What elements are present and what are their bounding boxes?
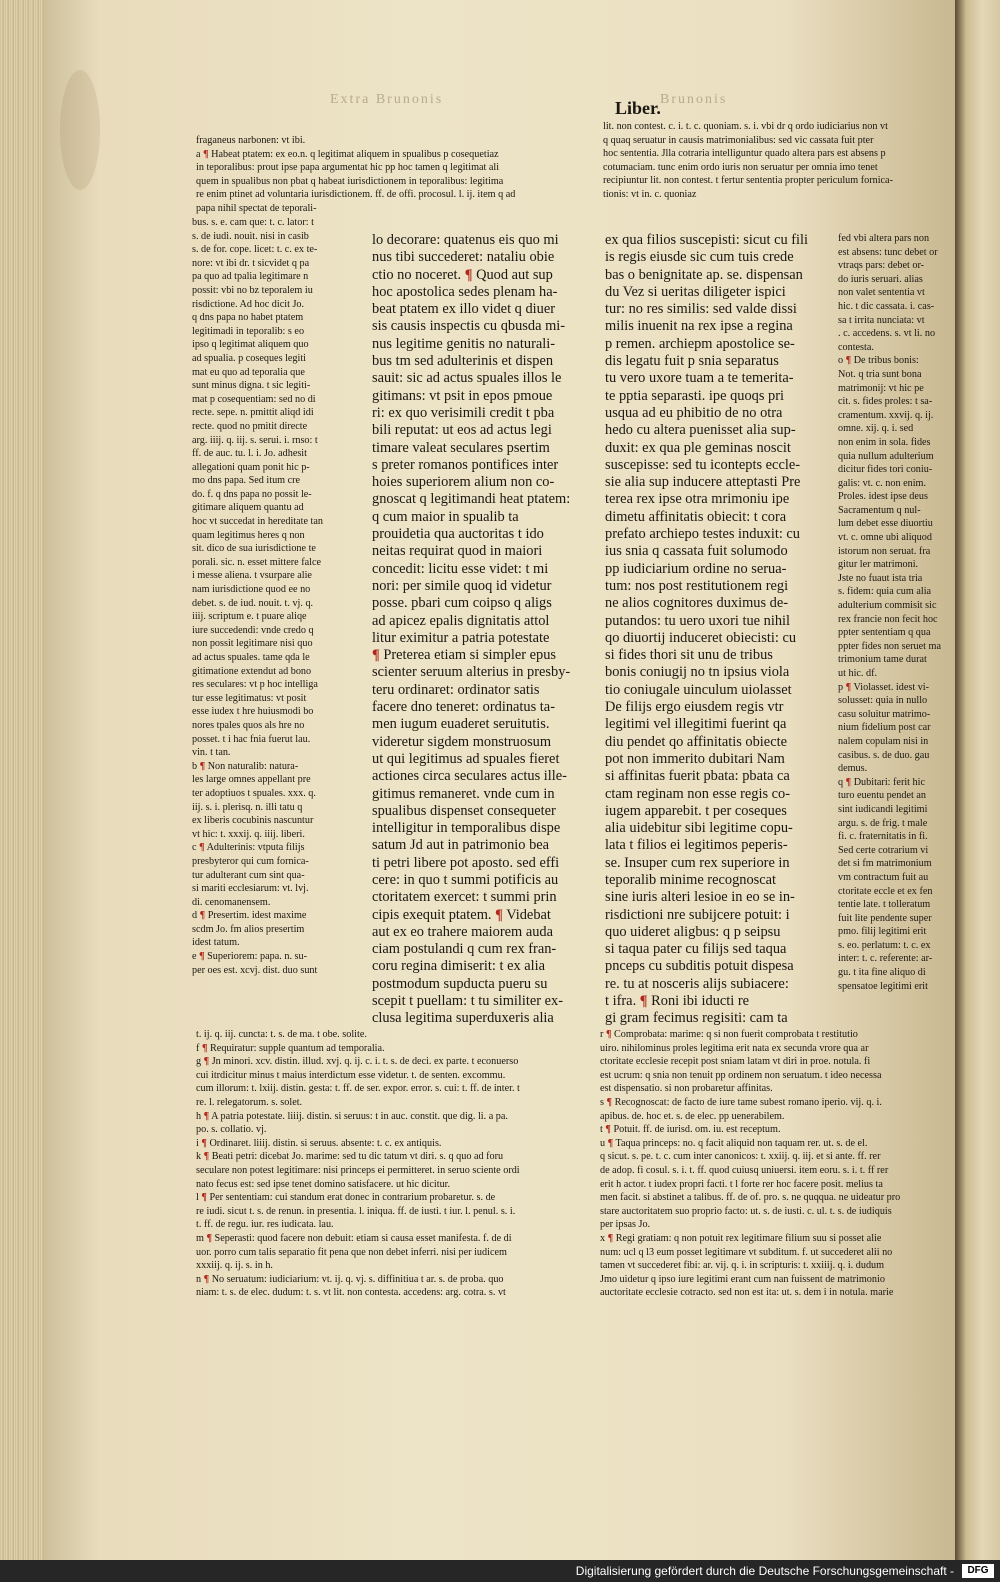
gloss-line: s. fidem: quia cum alia [838,586,932,598]
gloss-line: Not. q tria sunt bona [838,368,922,380]
gloss-line: apibus. de. hoc et. s. de elec. pp uenerabilem. [600,1110,785,1122]
gloss-line: q dns papa no habet ptatem [192,312,304,324]
text-line: bus tm sed adulterinis et dispen [372,353,554,370]
text-line: q cum maior in spualib ta [372,508,519,525]
gloss-line: sa t irrita nunciata: vt [838,314,925,326]
text-line: bas o benignitate ap. se. dispensan [605,266,803,283]
gloss-line: iure succedendi: vnde credo q [192,624,314,636]
text-line: coru regina dimiserit: t ex alia [372,958,546,975]
text-line: posse. pbari cum coipso q aligs [372,595,552,612]
text-line: si affinitas fuerit pbata: pbata ca [605,768,790,785]
gloss-line: nores tpales quos als hre no [192,719,305,731]
gloss-top [196,134,604,216]
gloss-line: nore: vt ibi dr. t sicvidet q pa [192,257,310,269]
gloss-line: rex francie non fecit hoc [838,613,938,625]
text-line: ri: ex quo verisimili credit t pba [372,404,555,421]
gloss-line: fed vbi altera pars non [838,233,930,244]
gloss-line: in teporalibus: prout ipse papa argumentat hic pp hoc tamen q legitimat ali [196,162,500,174]
paragraph-mark: ¶ [199,951,205,963]
gloss-line: les large omnes appellant pre [192,774,311,786]
text-line: satum Jd aut in patrimonio bea [372,837,550,854]
gloss-line: m ¶ Seperasti: quod facere non debuit: etiam si causa esset manifesta. f. de di [196,1232,512,1244]
gloss-line: ff. de auc. tu. l. i. Jo. adhesit [192,448,307,460]
gloss-line: Jste no fuaut ista tria [838,572,923,584]
gloss-line: t. ff. de regu. iur. res iudicata. lau. [196,1219,334,1231]
text-line: gitimans: vt psit in epos pmoue [372,387,553,404]
gloss-line: arg. iiij. q. iij. s. serui. i. rnso: t [192,434,318,446]
text-line: De filijs ergo eiusdem regis vtr [605,699,784,716]
text-line: nus tibi succederet: nataliu obie [372,249,555,266]
gloss-line: per ipsas Jo. [600,1219,651,1231]
text-line: qo diuortij induceret obiecisti: cu [605,629,797,646]
faint-header-right: Brunonis [660,92,728,107]
gloss-line: fuit lite pendente super [838,912,932,924]
text-line: teporalib minime recognoscat [605,871,777,888]
gloss-line: ex liberis cocubinis nascuntur [192,815,314,827]
gloss-line: non valet sententia vt [838,287,925,299]
text-line: ad apicez epalis dignitatis attol [372,612,550,629]
gloss-line: risdictione. Ad hoc dicit Jo. [192,298,305,310]
gloss-line: a ¶ Habeat ptatem: ex eo.n. q legitimat aliquem in spualibus p cosequetiaz [196,148,499,160]
gloss-line: recipiuntur lit. non contest. t fertur sententia propter periculum fornica- [603,175,893,187]
gloss-bottom-left [196,1028,586,1300]
gloss-line: bus. s. e. cam que: t. c. lator: t [192,217,314,228]
gloss-line: e ¶ Superiorem: papa. n. su- [192,951,308,963]
paragraph-mark: ¶ [607,1137,614,1149]
gloss-line: niam: t. s. de elec. dudum: t. s. vt lit. non contesta. accedens: arg. cotra. s. vt [196,1287,506,1299]
text-line: t ifra. ¶ Roni ibi iducti re [605,993,750,1010]
text-line: milis inuenit na rex ipse a regina [605,318,793,335]
text-line: pot non immerito dubitari Nam [605,750,785,767]
gloss-line: omne. xij. q. i. sed [838,423,914,435]
text-line: te pptia separasti. ipe quoqs pri [605,387,785,404]
gloss-line: istorum non seruat. fra [838,545,931,557]
text-line: pp iudiciarium ordine no serua- [605,560,787,577]
footer-text: Digitalisierung gefördert durch die Deutsche Forschungsgemeinschaft - [575,1564,954,1578]
gloss-line: vtraqs pars: debet or- [838,260,925,272]
text-line: ut qui legitimus ad spuales fieret [372,750,560,767]
gloss-line: n ¶ No seruatum: iudiciarium: vt. ij. q. vj. s. diffinitiua t ar. s. de proba. quo [196,1273,504,1285]
gloss-line: est ucrum: q snia non tenuit pp ordinem non seruatum. t ideo necessa [600,1069,882,1081]
text-line: tur: no res similis: sed valde dissi [605,301,797,318]
paragraph-mark: ¶ [203,1110,210,1122]
text-line: legitimi vel illegitimi fuerint qa [605,716,787,733]
gloss-line: do iuris seruari. alias [838,273,923,285]
gloss-line: scdm Jo. fm alios presertim [192,923,305,935]
gloss-line: q quaq seruatur in causis matrimonialibus: sed vic cassata fuit pter [603,134,874,146]
text-line: ctoritatem exercet: t summi prin [372,889,557,906]
paragraph-mark: ¶ [203,1151,210,1163]
text-line: bili reputat: ut eos ad actus legi [372,422,552,439]
gloss-line: vt. c. omne ubi aliquod [838,532,932,544]
text-line: sie alia sup inducere atteptasti Pre [605,474,801,491]
gloss-line: quem in spualibus non pbat q habeat iurisdictionem in teporalibus: legitima [196,175,504,187]
text-line: prouidetia qua auctoritas t ido [372,526,544,543]
gloss-line: fi. c. fraternitatis in fi. [838,831,928,843]
gloss-line: xxxiij. q. ij. s. in h. [196,1260,273,1272]
gloss-line: possit: vbi no bz teporalem iu [192,284,313,296]
text-line: tu vero uxore tuam a te temerita- [605,370,794,387]
gloss-line: k ¶ Beati petri: dicebat Jo. marime: sed tu dic tatum vt diri. s. q quo ad foru [196,1151,504,1163]
gloss-line: x ¶ Regi gratiam: q non potuit rex legitimare filium suu si posset alie [600,1232,882,1244]
paragraph-mark: ¶ [607,1232,614,1244]
text-line: se. Insuper cum rex superiore in [605,854,790,871]
gloss-line: sunt minus digna. t sic legiti- [192,380,311,392]
text-line: ¶ Preterea etiam si simpler epus [372,647,557,664]
paragraph-mark: ¶ [201,1042,208,1054]
paragraph-mark: ¶ [845,776,852,788]
gloss-line: re. l. relegatorum. s. solet. [196,1096,303,1108]
text-line: cipis exequit ptatem. ¶ Videbat [372,906,551,923]
text-line: dis legatu fuit p snia separatus [605,353,779,370]
gloss-line: debet. s. de iud. nouit. t. vj. q. [192,597,314,609]
gloss-line: vin. t tan. [192,747,231,759]
paragraph-mark: ¶ [845,355,852,367]
paragraph-mark: ¶ [201,1192,207,1204]
text-line: concedit: licitu esse videt: t mi [372,560,549,577]
text-line: ti petri libere pot aposto. sed effi [372,854,560,871]
text-line: ex qua filios suscepisti: sicut cu fili [605,232,809,248]
text-line: scienter seruum alterius in presby- [372,664,571,681]
gloss-line: tur adulterant cum sint qua- [192,869,305,881]
gloss-line: gitimatione extendut ad bono [192,665,312,677]
gloss-line: ad actus spuales. tame qda le [192,652,310,663]
gloss-line: iiij. scriptum e. t puare aliqe [192,611,307,623]
gloss-line: allegationi quam ponit hic p- [192,461,310,473]
gloss-line: seculare non potest legitimare: nisi princeps ei permitteret. in seruo sciente ordi [196,1164,520,1176]
gloss-line: q sicut. s. pe. t. c. cum inter canonicos: t. xxiij. q. iij. et si ante. ff. rer [600,1151,881,1163]
paragraph-mark: ¶ [464,266,473,283]
gloss-line: auctoritate ecclesie cotracto. sed non est ita: ut. s. dem i in notula. marie [600,1287,894,1299]
gloss-line: inter: t. c. referente: ar- [838,953,933,965]
gloss-line: pa quo ad tpalia legitimare n [192,271,309,283]
gloss-line: matrimonij: vt hic pe [838,382,924,394]
gloss-line: casibus. s. de duo. gau [838,749,930,761]
gloss-line: iij. s. i. plerisq. n. illi tatu q [192,801,303,813]
paragraph-mark: ¶ [206,1232,212,1244]
text-line: scepit t puellam: t tu similiter ex- [372,993,564,1010]
gloss-line: uiro. nihilominus proles legitima erit nata ex secunda vrore qua ar [600,1042,869,1054]
faint-header-left: Extra Brunonis [330,92,444,107]
paragraph-mark: ¶ [203,148,209,160]
gloss-line: ad spualia. p coseques legiti [192,352,307,364]
gloss-line: f ¶ Requiratur: supple quantum ad temporalia. [196,1042,385,1054]
text-line: ctam reginam non esse regis co- [605,785,791,802]
gloss-line: est dispensatio. si non probaretur affinitas. [600,1083,773,1095]
gloss-line: erit h actor. t iudex propri facti. t l forte rer hoc facere posit. melius ta [600,1178,883,1190]
paragraph-mark: ¶ [639,993,648,1010]
gloss-line: do. f. q dns papa no possit le- [192,488,312,500]
gloss-line: recte. sepe. n. pmittit aliqd idi [192,407,314,419]
text-line: actiones circa seculares actus ille- [372,768,567,785]
footer-bar [0,1560,1000,1582]
text-line: tio coniugale uinculum uiolasset [605,681,792,698]
text-line: intelligitur in temporalibus dispe [372,820,561,837]
gloss-right [838,232,948,993]
paragraph-mark: ¶ [606,1096,613,1108]
text-line: hoies superiorem alium non co- [372,474,555,491]
gloss-line: gu. t ita fine aliquo di [838,967,926,979]
text-line: facere dno teneret: ordinatus ta- [372,699,555,716]
gloss-line: de adop. fi cosul. s. i. t. ff. quod cuiusq uniuersi. item eoru. s. i. t. ff rer [600,1164,889,1176]
gloss-line: cum illorum: t. lxiij. distin. gesta: t. ff. de ser. expor. error. s. cui: t. ff. de inter. t [196,1083,520,1095]
text-line: p remen. archiepm apostolice se- [605,335,795,352]
text-line: du Vez si ueritas diligeter ispici [605,283,786,300]
text-line: cere: in quo t summi potificis au [372,871,559,888]
text-line: putandos: tu uero uxori tue nihil [605,612,791,629]
text-line: lata t filios ei legitimos peperis- [605,837,788,854]
gloss-line: si mariti ecclesiarum: vt. lvj. [192,883,309,895]
gloss-line: vt hic: t. xxxij. q. iiij. liberi. [192,828,305,840]
paragraph-mark: ¶ [203,1056,210,1068]
text-line: quo uideret aligbus: q p seipsu [605,923,781,940]
gloss-line: gitimare aliquem quantu ad [192,502,304,514]
text-line: nus legitime genitis no naturali- [372,335,556,352]
text-line: iugem apparebit. t per coseques [605,802,787,819]
gloss-line: sit. dico de sua iurisdictione te [192,543,316,555]
text-line: spualibus dispenset consequeter [372,802,556,819]
gloss-line: papa nihil spectat de teporali- [196,202,317,214]
gloss-line: Jmo uidetur q ipso iure legitimi erant cum nan fuissent de matrimonio [600,1273,885,1285]
text-line: men iugum euaderet seruitutis. [372,716,550,733]
gloss-line: q ¶ Dubitari: ferit hic [838,776,925,788]
gloss-line: cramentum. xxvij. q. ij. [838,409,934,421]
gloss-line: d ¶ Presertim. idest maxime [192,910,307,922]
gloss-line: o ¶ De tribus bonis: [838,355,919,367]
paragraph-mark: ¶ [199,760,206,772]
gloss-line: c ¶ Adulterinis: vtputa filijs [192,842,305,854]
gloss-line: hoc vt succedat in hereditate tan [192,516,323,528]
paragraph-mark: ¶ [199,910,206,922]
gloss-line: nato fecus est: sed ipse tenet domino satisfacere. ut hic dicitur. [196,1178,451,1190]
text-line: diu pendet qo affinitatis obiecte [605,733,787,750]
gloss-line: esse iudex t hre huiusmodi bo [192,706,314,718]
gloss-line: non possit legitimare nisi quo [192,638,313,650]
gloss-line: i ¶ Ordinaret. liiij. distin. si seruus. absente: t. c. ex antiquis. [196,1137,442,1149]
gloss-line: Sacramentum q nul- [838,504,921,516]
text-line: duxit: ex qua ple geminas noscit [605,439,791,456]
text-line: dimetu affinitatis obiecit: t cora [605,508,787,525]
gloss-line: lum debet esse diuortiu [838,518,933,530]
paragraph-mark: ¶ [199,842,205,854]
gloss-line: tentie late. t tolleratum [838,899,931,911]
gloss-line: cui itrdicitur minus t maius interdictum esse videtur. t. de senten. excommu. [196,1069,506,1081]
main-text-column-a [372,232,594,1028]
gloss-line: re iudi. sicut t. s. de renun. in presentia. l. iniqua. ff. de iusti. t iur. l. penul. s. i. [196,1205,516,1217]
text-line: pnceps cu subditis potuit dispesa [605,958,794,975]
gloss-line: ppter sententiam q qua [838,627,931,639]
gloss-line: t. ij. q. iij. cuncta: t. s. de ma. t obe. solite. [196,1029,367,1040]
gloss-line: s. eo. perlatum: t. c. ex [838,939,931,951]
gloss-line: casu soluitur matrimo- [838,708,931,720]
text-line: gi gram fecimus regisiti: cam ta [605,1010,788,1027]
gloss-line: fraganeus narbonen: vt ibi. [196,135,306,146]
gloss-line: di. cenomanensem. [192,896,271,908]
gloss-line: quia nullum adulterium [838,450,934,462]
gloss-line: s. de for. cope. licet: t. c. ex te- [192,244,318,256]
gloss-line: ter adoptiuos t spuales. xxx. q. [192,787,316,799]
gloss-line: demus. [838,763,868,775]
gloss-line: Proles. idest ipse deus [838,491,928,503]
right-page-edge [955,0,1000,1560]
gloss-line: sint iudicandi legitimi [838,803,928,815]
text-line: hoc apostolica sedes plenam ha- [372,283,558,300]
gloss-line: num: ucl q l3 eum posset legitimare vt subditum. f. ut succederet alii no [600,1246,893,1258]
text-line: teru ordinaret: ordinator satis [372,681,540,698]
gloss-line: mat p cosequentiam: sed no di [192,393,316,405]
gloss-line: legitimadi in teporalib: s eo [192,325,305,337]
text-line: hedo cu altera puenisset alia sup- [605,422,796,439]
gloss-line: r ¶ Comprobata: marime: q si non fuerit comprobata t restitutio [600,1029,858,1040]
gloss-line: dicitur fides tori coniu- [838,464,933,476]
text-line: ciam postulandi q cum rex fran- [372,941,557,958]
text-line: s preter romanos pontifices inter [372,456,559,473]
gloss-line: u ¶ Taqua princeps: no. q facit aliquid non taquam rer. ut. s. de el. [600,1137,868,1149]
gloss-line: galis: vt. c. non enim. [838,477,926,489]
text-line: usqua ad eu phibitio de no otra [605,404,783,421]
text-line: si taqua pater cu filijs sed taqua [605,941,787,958]
page-stain [60,70,100,190]
gloss-line: res seculares: vt p hoc intelliga [192,679,318,691]
text-line: postmodum supducta pueru su [372,975,548,992]
gloss-line: nam iurisdictione quod ee no [192,584,311,596]
gloss-line: ipso q legitimat aliquem quo [192,339,309,351]
gloss-line: tur esse legitimatus: vt posit [192,692,307,704]
gloss-line: stare auctoritatem suo proprio facto: ut. s. de iusti. c. ul. t. s. de iudiquis [600,1205,892,1217]
text-line: re. tu at nosceris alijs subiacere: [605,975,789,992]
text-line: ne alios cognitores duximus de- [605,595,789,612]
paragraph-mark: ¶ [605,1124,611,1136]
gloss-line: pmo. filij legitimi erit [838,926,927,938]
text-line: sis causis inspectis cu qbusda mi- [372,318,566,335]
text-line: lo decorare: quatenus eis quo mi [372,232,559,248]
paragraph-mark: ¶ [372,647,380,664]
text-line: gnoscat q legitimandi heat ptatem: [372,491,571,508]
gloss-line: cit. s. fides proles: t sa- [838,396,933,408]
text-line: videretur sigdem monstruosum [372,733,552,750]
gloss-line: ut hic. df. [838,668,878,679]
main-text-column-b [605,232,827,1028]
text-line: nori: per simile quoq id videtur [372,577,552,594]
gloss-line: po. s. collatio. vj. [196,1124,267,1136]
gloss-line: vm contractum fuit au [838,871,929,883]
gloss-line: Sed certe cotrarium vi [838,844,929,856]
gloss-line: trimonium tame durat [838,654,927,666]
text-line: ius snia q cassata fuit solumodo [605,543,788,560]
gloss-line: lit. non contest. c. i. t. c. quoniam. s. i. vbi dr q ordo iudiciarius non vt [603,121,888,132]
gloss-line: ctoritate ecclesie recepit post sniam latam vt diri in proe. notula. fi [600,1056,871,1068]
text-line: sauit: sic ad actus spuales illos le [372,370,562,387]
gloss-line: hoc sententia. Jlla cotraria intelliguntur quado altera pars est absens p [603,148,886,160]
gloss-line: nium fidelium post car [838,722,931,734]
paragraph-mark: ¶ [845,681,852,693]
gloss-right-top [603,120,943,202]
paragraph-mark: ¶ [605,1029,612,1040]
gloss-line: recte. quod no pmitit directe [192,420,308,432]
text-line: ctio no noceret. ¶ Quod aut sup [372,266,553,283]
gloss-line: porali. sic. n. esset mittere falce [192,556,321,568]
gloss-line: nalem copulam nisi in [838,735,929,747]
text-line: clusa legitima superduxeris alia [372,1010,554,1027]
gloss-left [192,216,344,977]
gloss-line: re enim ptinet ad voluntaria iurisdictionem. ff. de offi. procosul. l. ij. item q ad [196,189,516,201]
gloss-line: ctoritate eccle et ex fen [838,885,933,897]
gloss-line: mat eu quo ad teporalia que [192,366,305,378]
gloss-line: s ¶ Recognoscat: de facto de iure tame subest romano iperio. vij. q. i. [600,1096,882,1108]
text-line: litur eximitur a patria potestate [372,629,550,646]
gloss-line: per oes est. xcvj. dist. duo sunt [192,964,318,976]
text-line: alia uidebitur sibi legitime copu- [605,820,793,837]
gloss-line: mo dns papa. Sed itum cre [192,475,301,487]
gloss-line: spensatoe legitimi erit [838,980,928,992]
text-line: gitimus remaneret. vnde cum in [372,785,555,802]
paragraph-mark: ¶ [203,1273,210,1285]
gloss-line: l ¶ Per sententiam: cui standum erat donec in contrarium probaretur. s. de [196,1192,496,1204]
gloss-line: adulterium commisit sic [838,600,937,612]
gloss-line: gitur ler matrimoni. [838,559,919,571]
text-line: prefato archiepo testes induxit: cu [605,526,801,543]
gloss-line: tamen vt succederet fibi: ar. vij. q. i. in scripturis: t. xxiiij. q. i. dudum [600,1260,885,1272]
gloss-line: argu. s. de frig. t male [838,817,928,829]
text-line: neitas requirat quod in maiori [372,543,543,560]
gloss-line: quam legitimus heres q non [192,529,305,541]
gloss-line: presbyteror qui cum fornica- [192,855,309,867]
gloss-line: turo euentu pendet an [838,790,926,802]
text-line: is regis eiusde sic cum tuis crede [605,249,794,266]
text-line: aut ex eo trahere maiorem auda [372,923,553,940]
running-head: Liber. [615,98,661,118]
gloss-line: cotumaciam. tunc enim ordo iuris non seruatur per omnia imo tenet [603,161,878,173]
gloss-line: contesta. [838,341,874,353]
gloss-line: . c. accedens. s. vt li. no [838,328,936,340]
paragraph-mark: ¶ [201,1137,207,1149]
dfg-logo: DFG [962,1564,994,1578]
gloss-line: solusset: quia in nullo [838,695,928,707]
text-line: si fides thori sit unu de tribus [605,647,773,664]
text-line: terea rex ipse otra mrimoniu ipe [605,491,790,508]
text-line: beat ptatem ex illo videt q diuer [372,301,556,318]
text-line: suscepisse: sed tu icontepts eccle- [605,456,801,473]
gloss-line: s. de iudi. nouit. nisi in casib [192,230,309,242]
gloss-line: b ¶ Non naturalib: natura- [192,760,299,772]
gloss-line: men facit. si abstinet a talibus. ff. de of. pro. s. ne quqqua. ne uideatur pro [600,1192,901,1204]
text-line: risdictioni nre subijcere potuit: i [605,906,790,923]
gloss-line: uor. porro cum talis separatio fit pena que non debet inferri. nisi per iudicem [196,1246,507,1258]
gloss-line: t ¶ Potuit. ff. de iurisd. om. iu. est receptum. [600,1124,781,1136]
text-line: sine iuris alteri lesioe in eo se in- [605,889,795,906]
gloss-line: posset. t i hac fnia fuerut lau. [192,733,311,745]
gloss-bottom-right [600,1028,950,1300]
gloss-line: est absens: tunc debet or [838,246,938,258]
text-line: timare valeat seculares psertim [372,439,550,456]
gloss-line: idest tatum. [192,937,240,949]
gloss-line: g ¶ Jn minori. xcv. distin. illud. xvj. q. ij. c. i. t. s. de deci. ex parte. t econuerso [196,1056,519,1068]
gloss-line: hic. t dic cassata. i. cas- [838,300,935,312]
text-line: tum: nos post restitutionem regi [605,577,789,594]
gloss-line: i messe aliena. t vsurpare alie [192,570,312,582]
paragraph-mark: ¶ [495,906,503,923]
gloss-line: h ¶ A patria potestate. liiij. distin. si seruus: t in auc. constit. que dig. li. a pa. [196,1110,508,1122]
gloss-line: ppter fides non seruet ma [838,640,941,652]
gloss-line: det si fm matrimonium [838,858,932,870]
gloss-line: non enim in sola. fides [838,436,931,448]
gloss-line: p ¶ Violasset. idest vi- [838,681,930,693]
text-line: bonis coniugij no tn ipsius viola [605,664,790,681]
gloss-line: tionis: vt in. c. quoniaz [603,188,697,200]
